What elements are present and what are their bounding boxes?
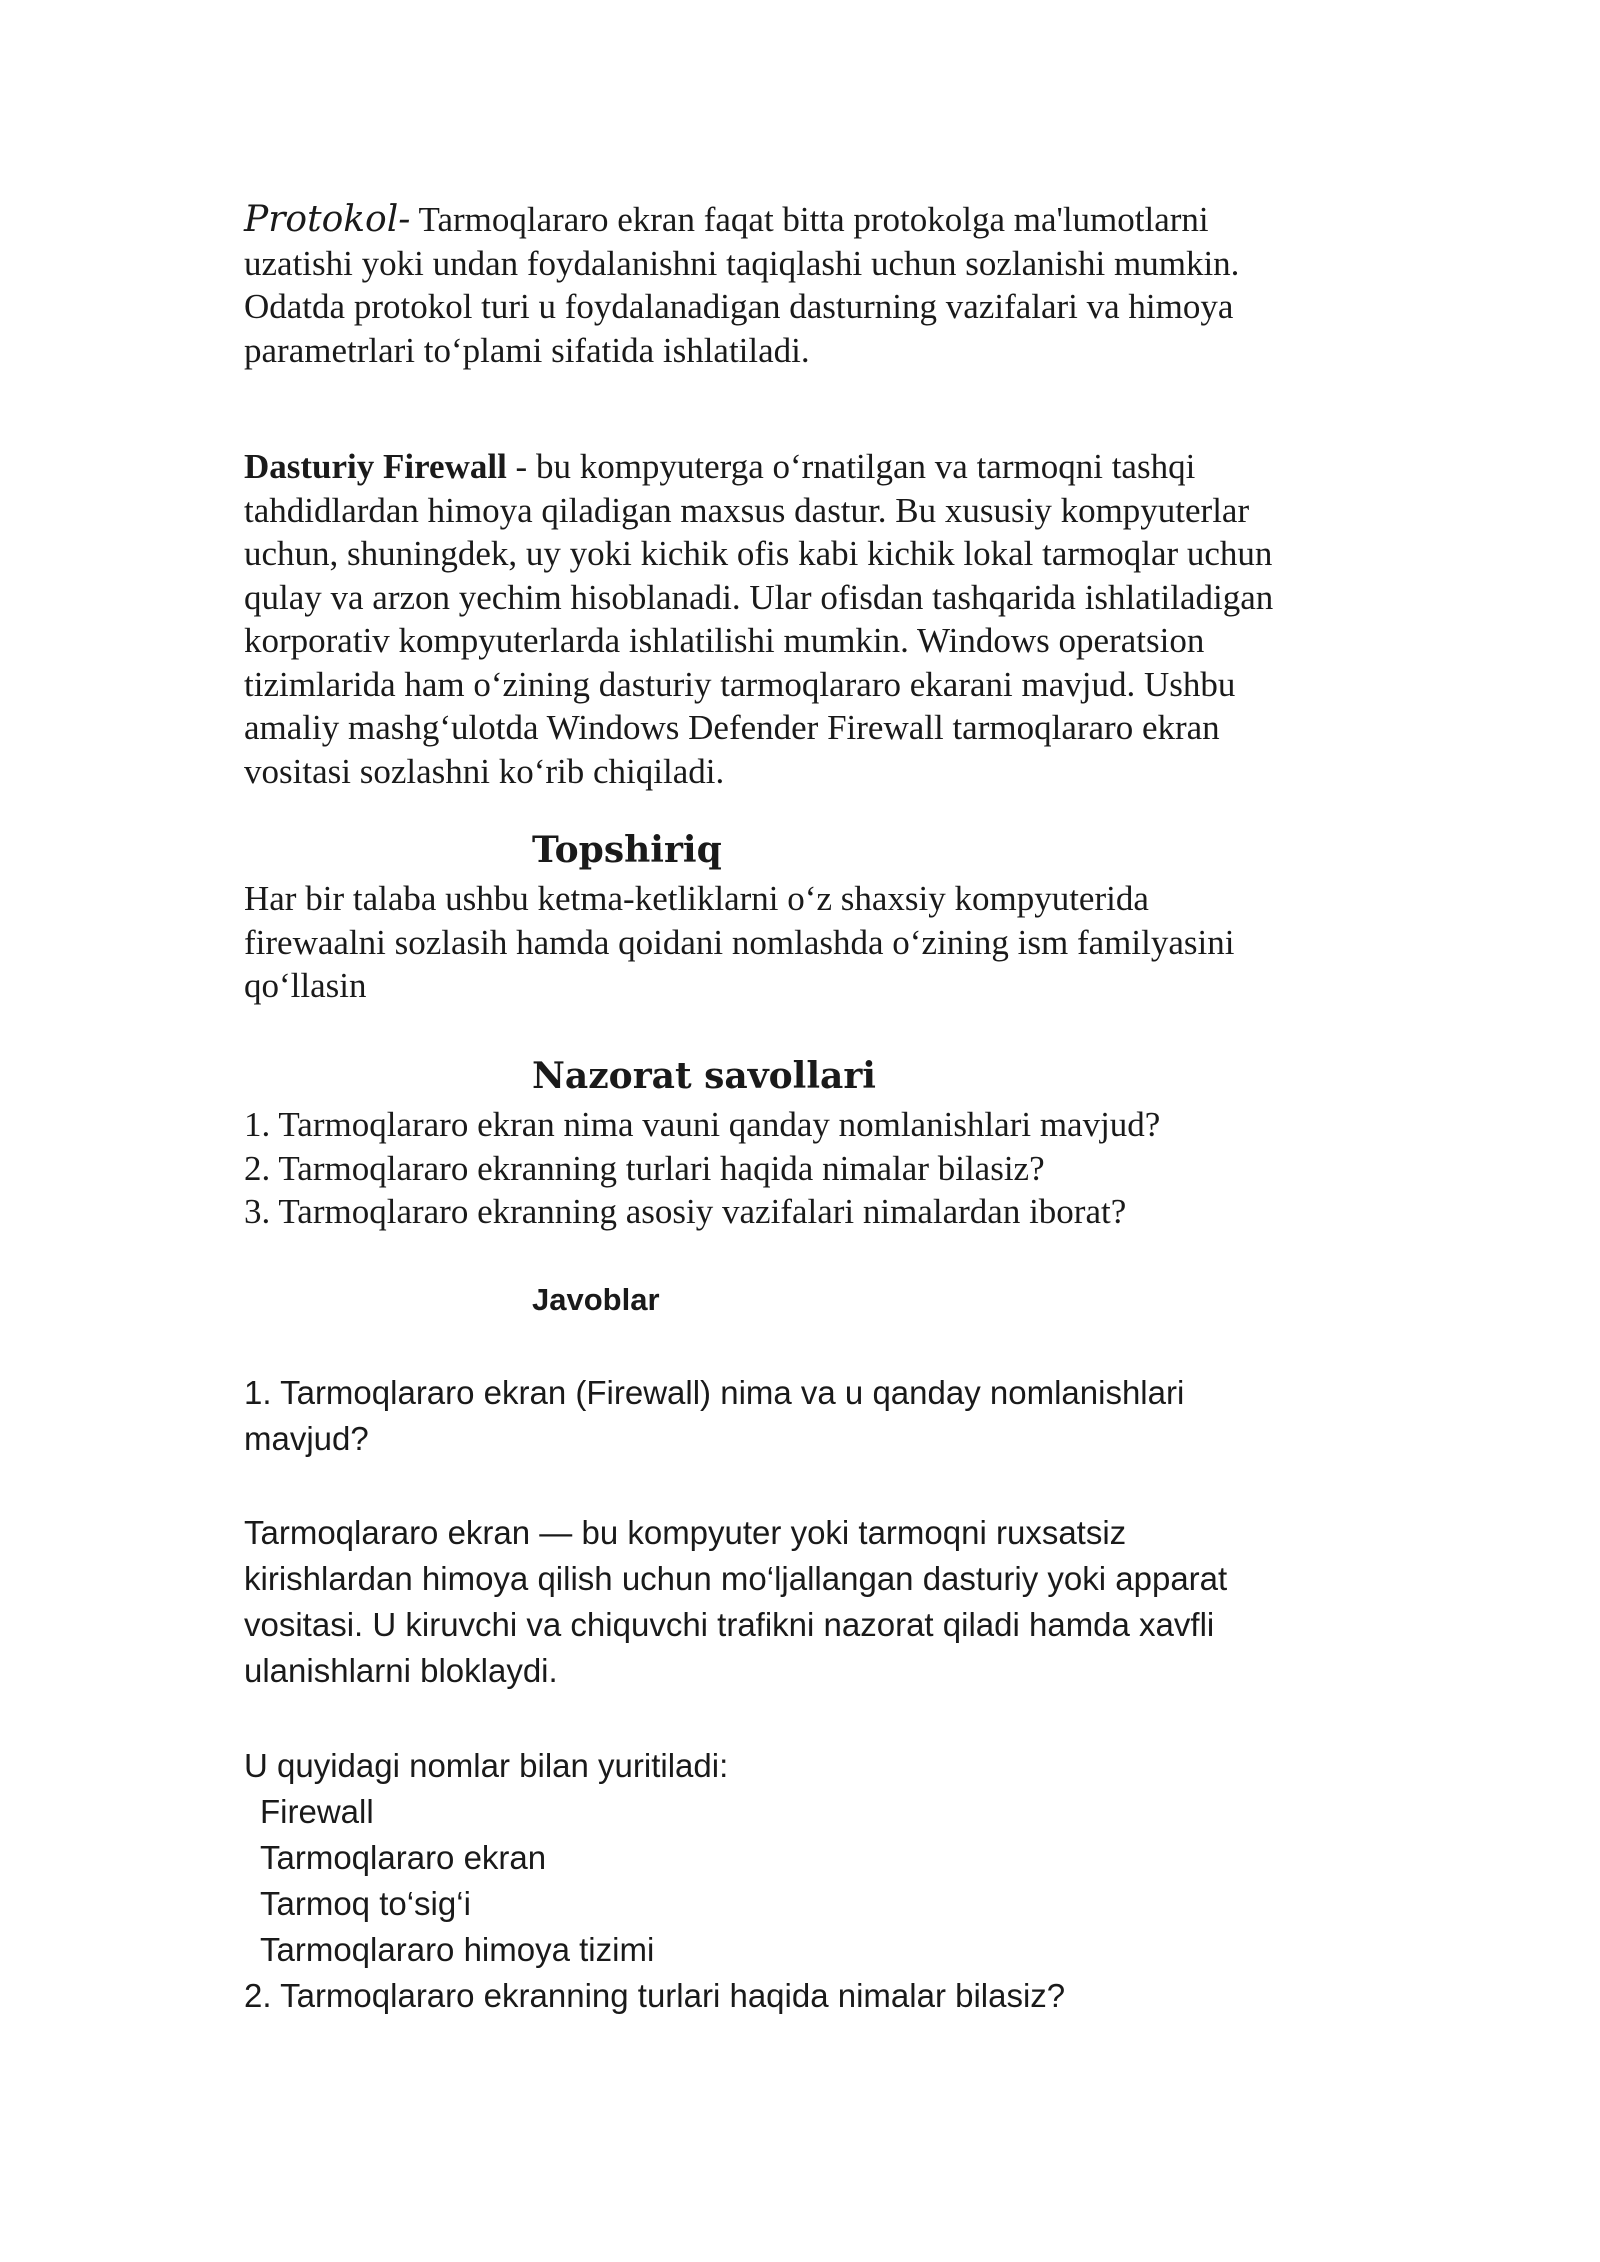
protokol-paragraph: [244, 198, 1394, 372]
javoblar-question-1-line-2: mavjud?: [244, 1420, 369, 1457]
protokol-line-3: Odatda protokol turi u foydalanadigan dasturning vazifalari va himoya: [244, 287, 1234, 326]
topshiriq-line-1: Har bir talaba ushbu ketma-ketliklarni o‘z shaxsiy kompyuterida: [244, 879, 1149, 918]
nazorat-question-2: 2. Tarmoqlararo ekranning turlari haqida nimalar bilasiz?: [244, 1148, 1045, 1188]
answer-line-3: vositasi. U kiruvchi va chiquvchi trafikni nazorat qiladi hamda xavfli: [244, 1606, 1215, 1643]
topshiriq-paragraph: [244, 877, 1394, 1008]
dasturiy-line-5: korporativ kompyuterlarda ishlatilishi mumkin. Windows operatsion: [244, 621, 1205, 660]
topshiriq-line-2: firewaalni sozlasih hamda qoidani nomlashda o‘zining ism familyasini: [244, 922, 1235, 962]
topshiriq-line-3: qo‘llasin: [244, 966, 367, 1005]
name-item-3: Tarmoq to‘sig‘i: [260, 1885, 471, 1922]
name-item-1: Firewall: [260, 1793, 374, 1830]
javoblar-answer-1: [244, 1510, 1394, 1694]
protokol-term: Protokol-: [244, 199, 411, 240]
protokol-line-4: parametrlari to‘plami sifatida ishlatiladi.: [244, 330, 810, 370]
nazorat-question-3: 3. Tarmoqlararo ekranning asosiy vazifalari nimalardan iborat?: [244, 1192, 1127, 1231]
dasturiy-line-1-text: - bu kompyuterga o‘rnatilgan va tarmoqni tashqi: [506, 447, 1196, 486]
dasturiy-line-7: amaliy mashg‘ulotda Windows Defender Firewall tarmoqlararo ekran: [244, 708, 1220, 747]
javoblar-question-1-line-1: 1. Tarmoqlararo ekran (Firewall) nima va u qanday nomlanishlari: [244, 1374, 1185, 1411]
nazorat-question-1: 1. Tarmoqlararo ekran nima vauni qanday nomlanishlari mavjud?: [244, 1105, 1161, 1144]
dasturiy-firewall-term: Dasturiy Firewall: [244, 447, 507, 486]
name-item-4: Tarmoqlararo himoya tizimi: [260, 1931, 655, 1968]
dasturiy-line-2: tahdidlardan himoya qiladigan maxsus dastur. Bu xususiy kompyuterlar: [244, 490, 1250, 530]
protokol-line-1: [244, 198, 1394, 242]
javoblar-question-1: [244, 1370, 1394, 1462]
protokol-line-2: uzatishi yoki undan foydalanishni taqiqlashi uchun sozlanishi mumkin.: [244, 243, 1240, 283]
nazorat-questions-list: [244, 1103, 1394, 1234]
names-section: [244, 1743, 1394, 2019]
dasturiy-firewall-paragraph: [244, 445, 1394, 793]
topshiriq-heading: Topshiriq: [532, 829, 722, 871]
dasturiy-line-4: qulay va arzon yechim hisoblanadi. Ular ofisdan tashqarida ishlatiladigan: [244, 577, 1274, 617]
javoblar-heading: Javoblar: [532, 1282, 660, 1317]
answer-line-4: ulanishlarni bloklaydi.: [244, 1652, 558, 1689]
dasturiy-line-6: tizimlarida ham o‘zining dasturiy tarmoqlararo ekarani mavjud. Ushbu: [244, 664, 1236, 704]
dasturiy-line-3: uchun, shuningdek, uy yoki kichik ofis kabi kichik lokal tarmoqlar uchun: [244, 534, 1273, 573]
names-intro: U quyidagi nomlar bilan yuritiladi:: [244, 1747, 729, 1784]
dasturiy-line-1: [244, 445, 1394, 489]
protokol-line-1-text: Tarmoqlararo ekran faqat bitta protokolga ma'lumotlarni: [410, 200, 1209, 239]
dasturiy-line-8: vositasi sozlashni ko‘rib chiqiladi.: [244, 751, 725, 791]
name-item-2: Tarmoqlararo ekran: [260, 1839, 547, 1876]
answer-line-2: kirishlardan himoya qilish uchun mo‘ljallangan dasturiy yoki apparat: [244, 1560, 1228, 1597]
answer-line-1: Tarmoqlararo ekran — bu kompyuter yoki tarmoqni ruxsatsiz: [244, 1514, 1127, 1551]
nazorat-savollari-heading: Nazorat savollari: [532, 1055, 876, 1097]
javoblar-question-2: 2. Tarmoqlararo ekranning turlari haqida nimalar bilasiz?: [244, 1977, 1066, 2014]
